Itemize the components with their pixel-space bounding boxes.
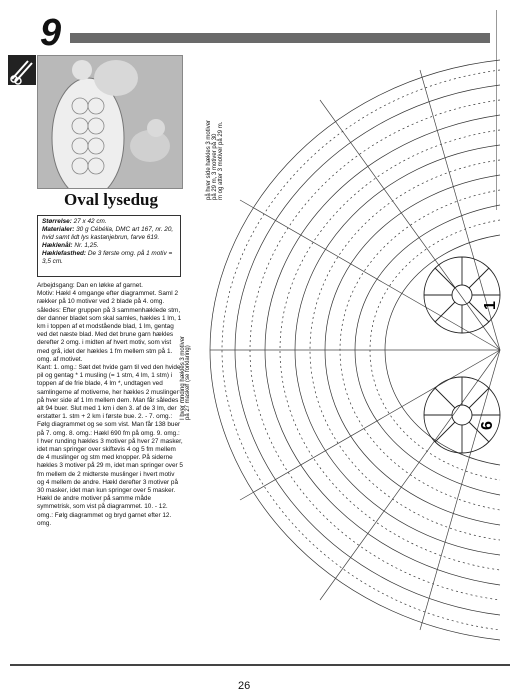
instructions-intro: Arbejdsgang: Dan en løkke af garnet.	[37, 282, 143, 289]
diagram-top-label-3: m og atter 3 motiver på 29 m.	[218, 121, 224, 200]
instructions-motif: Motiv: Hækl 4 omgange efter diagrammet. Saml 2 rækker på 10 motiver ved 2 blade på 4. omg. således: Efter gruppen på 3 sammenhæklede stm, der danner bladet som skal samles, hækles 1 lm, 1 km i toppen af et modstående blad, 1 lm, gentag ved det næste blad. Med det brune garn hækles derefter 2 omg. i midten af hvert motiv, som vist med grå, idet der hækles 1 fm mellem stm på 1. omg. af motivet.	[37, 290, 182, 363]
diagram-top-label-2: på 29 m, 3 motiver på 30	[212, 133, 218, 200]
specs-box	[37, 215, 181, 277]
size-value: 27 x 42 cm.	[71, 218, 107, 225]
pattern-title: Oval lysedug	[64, 190, 158, 209]
materials-value: 30 g Cébélia, DMC art 167, nr. 20, hvid samt lidt lys kastanjebrun, farve 619.	[42, 226, 174, 241]
pattern-number: 9	[40, 12, 62, 54]
instructions	[37, 282, 183, 528]
diagram-marker-6: 6	[479, 421, 496, 430]
instructions-edge: Kant: 1. omg.: Sæt det hvide garn til ved den hvide pil og gentag * 1 musling (= 1 stm, 4 lm, 1 stm) i toppen af de frie blade, 4 lm *, undtagen ved samlingerne af motiverne, her hækles 2 muslinger på hver side af 1 lm mellem dem. Man får således i alt 94 buer. Slut med 1 km i den 3. af de 3 lm, der erstatter 1. stm + 2 km i første bue. 2. - 7. omg.: Følg diagrammet og se som vist. Man får 138 buer på 7. omg. 8. omg.: Hækl 690 fm på omg. 9. omg.: I hver runding hækles 3 motiver på hver 27 masker, idet man springer over skiftevis 4 og 5 fm mellem de 4 muslinger og stm med knopper. På siderne hækles 3 motiver på 29 m, idet man springer over 5 fm mellem de 2 midterste muslinger i hvert motiv og 4 mellem de andre. Hækl derefter 3 motiver på 30 masker, idet man kun springer over 5 masker. Hækl de andre motiver på samme måde symmetrisk, som vist på diagrammet. 10. - 12. omg.: Følg diagrammet og bryd garnet efter 12. omg.	[37, 364, 183, 527]
materials-label: Materialer:	[42, 226, 75, 233]
product-photo	[37, 55, 183, 189]
scissors-icon	[8, 55, 36, 85]
gauge-value: De 3 første omg. på 1 motiv = 3,5 cm.	[42, 250, 173, 265]
footer-rule	[10, 664, 510, 666]
hook-label: Hæklenål:	[42, 242, 73, 249]
diagram-side-label-2: på 27 masker (se forklaring)	[185, 345, 191, 420]
diagram-side-label-1: I hver runding hækles 3 motiver	[180, 335, 186, 420]
diagram-marker-1: 1	[482, 301, 499, 310]
crochet-diagram	[200, 40, 510, 660]
page-number: 26	[238, 680, 251, 692]
gauge-label: Hæklefasthed:	[42, 250, 87, 257]
diagram-top-label-1: på hver side hækles 3 motiver	[206, 119, 212, 200]
hook-value: Nr. 1,25.	[72, 242, 99, 249]
size-label: Størrelse:	[42, 218, 72, 225]
